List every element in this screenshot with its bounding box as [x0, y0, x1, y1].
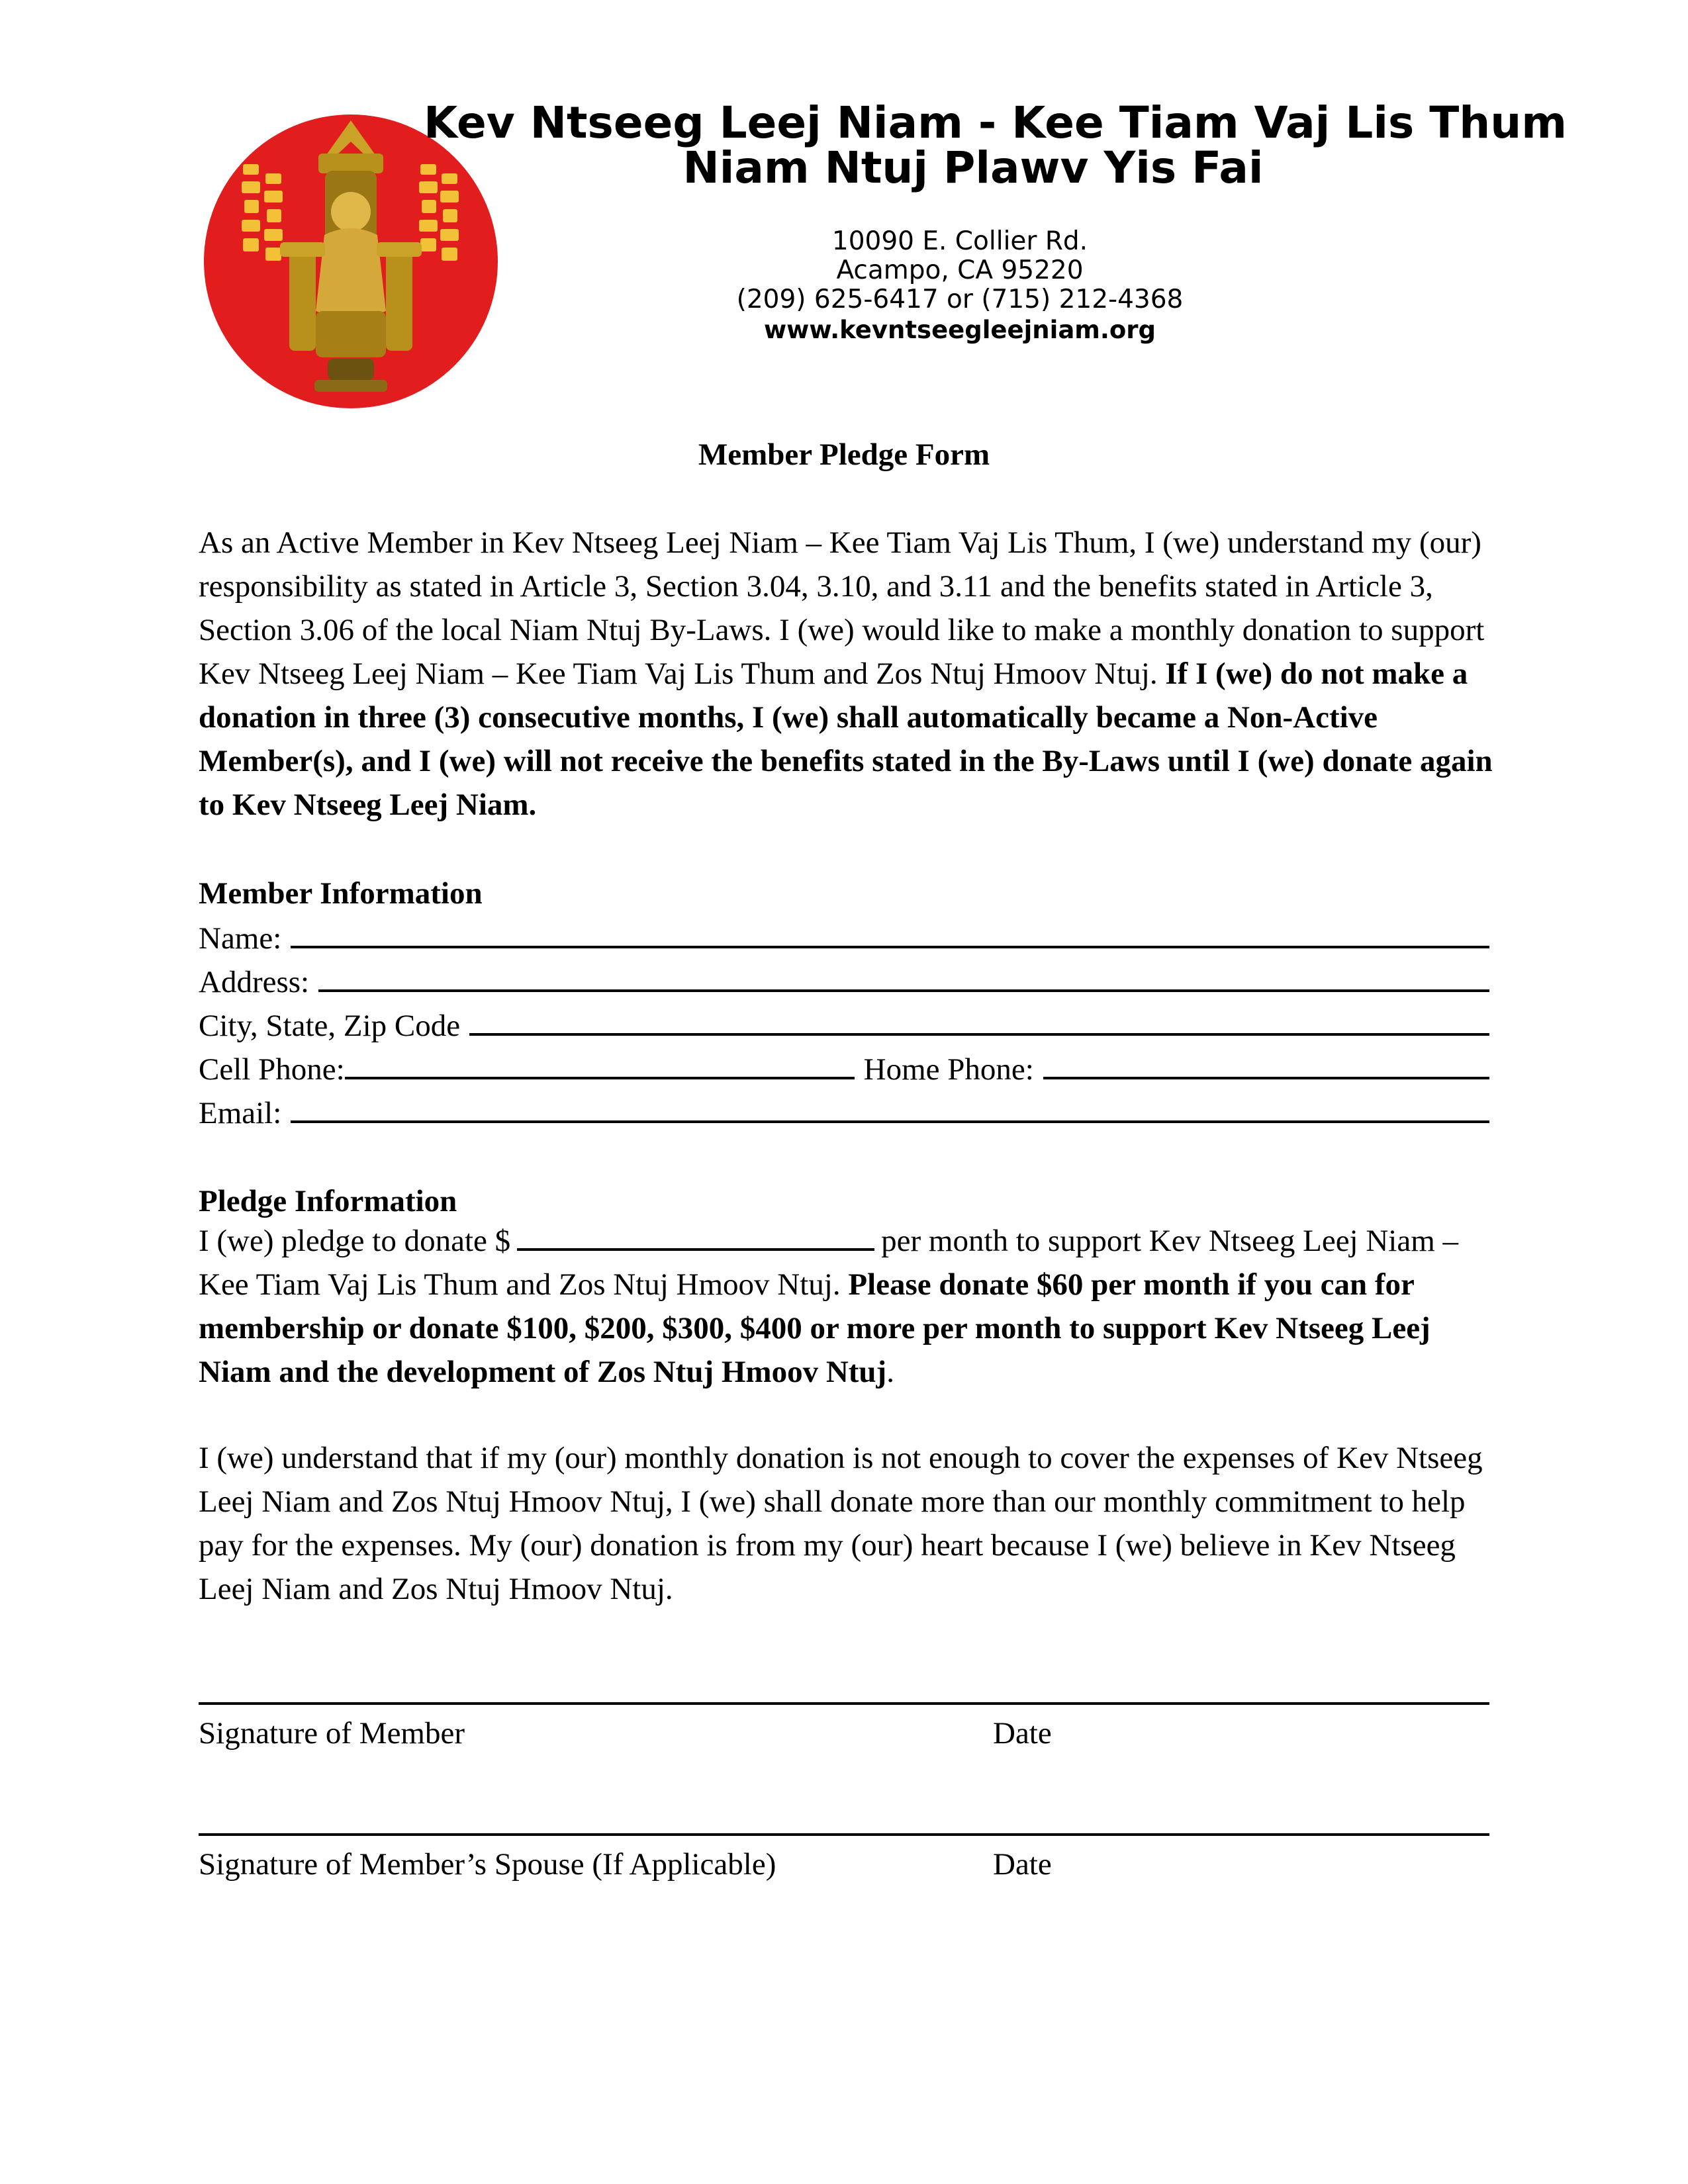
home-phone-label: Home Phone: — [863, 1052, 1034, 1087]
name-row — [199, 915, 1489, 959]
pledge-end-text: . — [886, 1355, 894, 1389]
member-information-heading: Member Information — [199, 876, 483, 911]
cell-phone-label: Cell Phone: — [199, 1052, 345, 1087]
spouse-signature-field[interactable] — [199, 1833, 1489, 1836]
spouse-date-label: Date — [993, 1847, 1052, 1882]
cell-phone-field[interactable] — [345, 1046, 855, 1079]
organization-name-line-2: Niam Ntuj Plawv Yis Fai — [682, 142, 1264, 193]
email-field[interactable] — [291, 1090, 1489, 1123]
pledge-amount-field[interactable] — [517, 1218, 874, 1251]
intro-text: As an Active Member in Kev Ntseeg Leej Niam – Kee Tiam Vaj Lis Thum, I (we) understand my (our) responsibility as stated in Article 3, Section 3.04, 3.10, and 3.11 and the benefits stated in Article 3, Section 3.06 of the local Niam Ntuj By-Laws. I (we) would like to make a monthly donation to support Kev Ntseeg Leej Niam – Kee Tiam Vaj Lis Thum and Zos Ntuj Hmoov Ntuj. — [199, 525, 1485, 691]
organization-name-line-1: Kev Ntseeg Leej Niam - Kee Tiam Vaj Lis Thum — [424, 97, 1567, 148]
city-state-zip-row — [199, 1003, 1489, 1046]
pledge-suggestion-text: Please donate $60 per month if you can for membership or donate $100, $200, $300, $400 or more per month to support Kev Ntseeg Leej Niam and the development of Zos Ntuj Hmoov Ntuj — [199, 1267, 1430, 1389]
phone-numbers: (209) 625-6417 or (715) 212-4368 — [736, 285, 1184, 314]
name-field[interactable] — [291, 915, 1489, 948]
member-signature-field[interactable] — [199, 1702, 1489, 1705]
street-address: 10090 E. Collier Rd. — [831, 226, 1088, 256]
name-label: Name: — [199, 921, 282, 956]
phone-row — [199, 1046, 1489, 1090]
member-date-label: Date — [993, 1716, 1052, 1751]
pledge-paragraph — [199, 1218, 1496, 1394]
website-link[interactable]: www.kevntseegleejniam.org — [763, 316, 1156, 344]
address-row — [199, 959, 1489, 1003]
address-label: Address: — [199, 965, 310, 999]
home-phone-field[interactable] — [1043, 1046, 1489, 1079]
email-row — [199, 1090, 1489, 1134]
member-signature-label: Signature of Member — [199, 1716, 465, 1751]
pledge-prefix-text: I (we) pledge to donate $ — [199, 1224, 511, 1258]
city-state-zip-field[interactable] — [469, 1003, 1489, 1036]
understanding-paragraph: I (we) understand that if my (our) monthly donation is not enough to cover the expenses of Kev Ntseeg Leej Niam and Zos Ntuj Hmoov Ntuj, I (we) shall donate more than our monthly commitment to help pay for the expenses. My (our) donation is from my (our) heart because I (we) believe in Kev Ntseeg Leej Niam and Zos Ntuj Hmoov Ntuj. — [199, 1441, 1483, 1606]
pledge-information-heading: Pledge Information — [199, 1184, 457, 1218]
intro-paragraph — [199, 521, 1496, 827]
email-label: Email: — [199, 1096, 282, 1130]
form-title: Member Pledge Form — [698, 437, 990, 472]
address-field[interactable] — [318, 959, 1489, 992]
pledge-middle-text: per month to support Kev Ntseeg Leej Niam – Kee Tiam Vaj Lis Thum and Zos Ntuj Hmoov Ntuj. — [199, 1224, 1459, 1302]
intro-warning-text: If I (we) do not make a donation in three (3) consecutive months, I (we) shall automatically became a Non-Active Member(s), and I (we) will not receive the benefits stated in the By-Laws until I (we) donate again to Kev Ntseeg Leej Niam. — [199, 657, 1493, 822]
city-state-zip-label: City, State, Zip Code — [199, 1009, 461, 1043]
city-state-zip: Acampo, CA 95220 — [836, 255, 1084, 285]
spouse-signature-label: Signature of Member’s Spouse (If Applicable) — [199, 1847, 776, 1882]
